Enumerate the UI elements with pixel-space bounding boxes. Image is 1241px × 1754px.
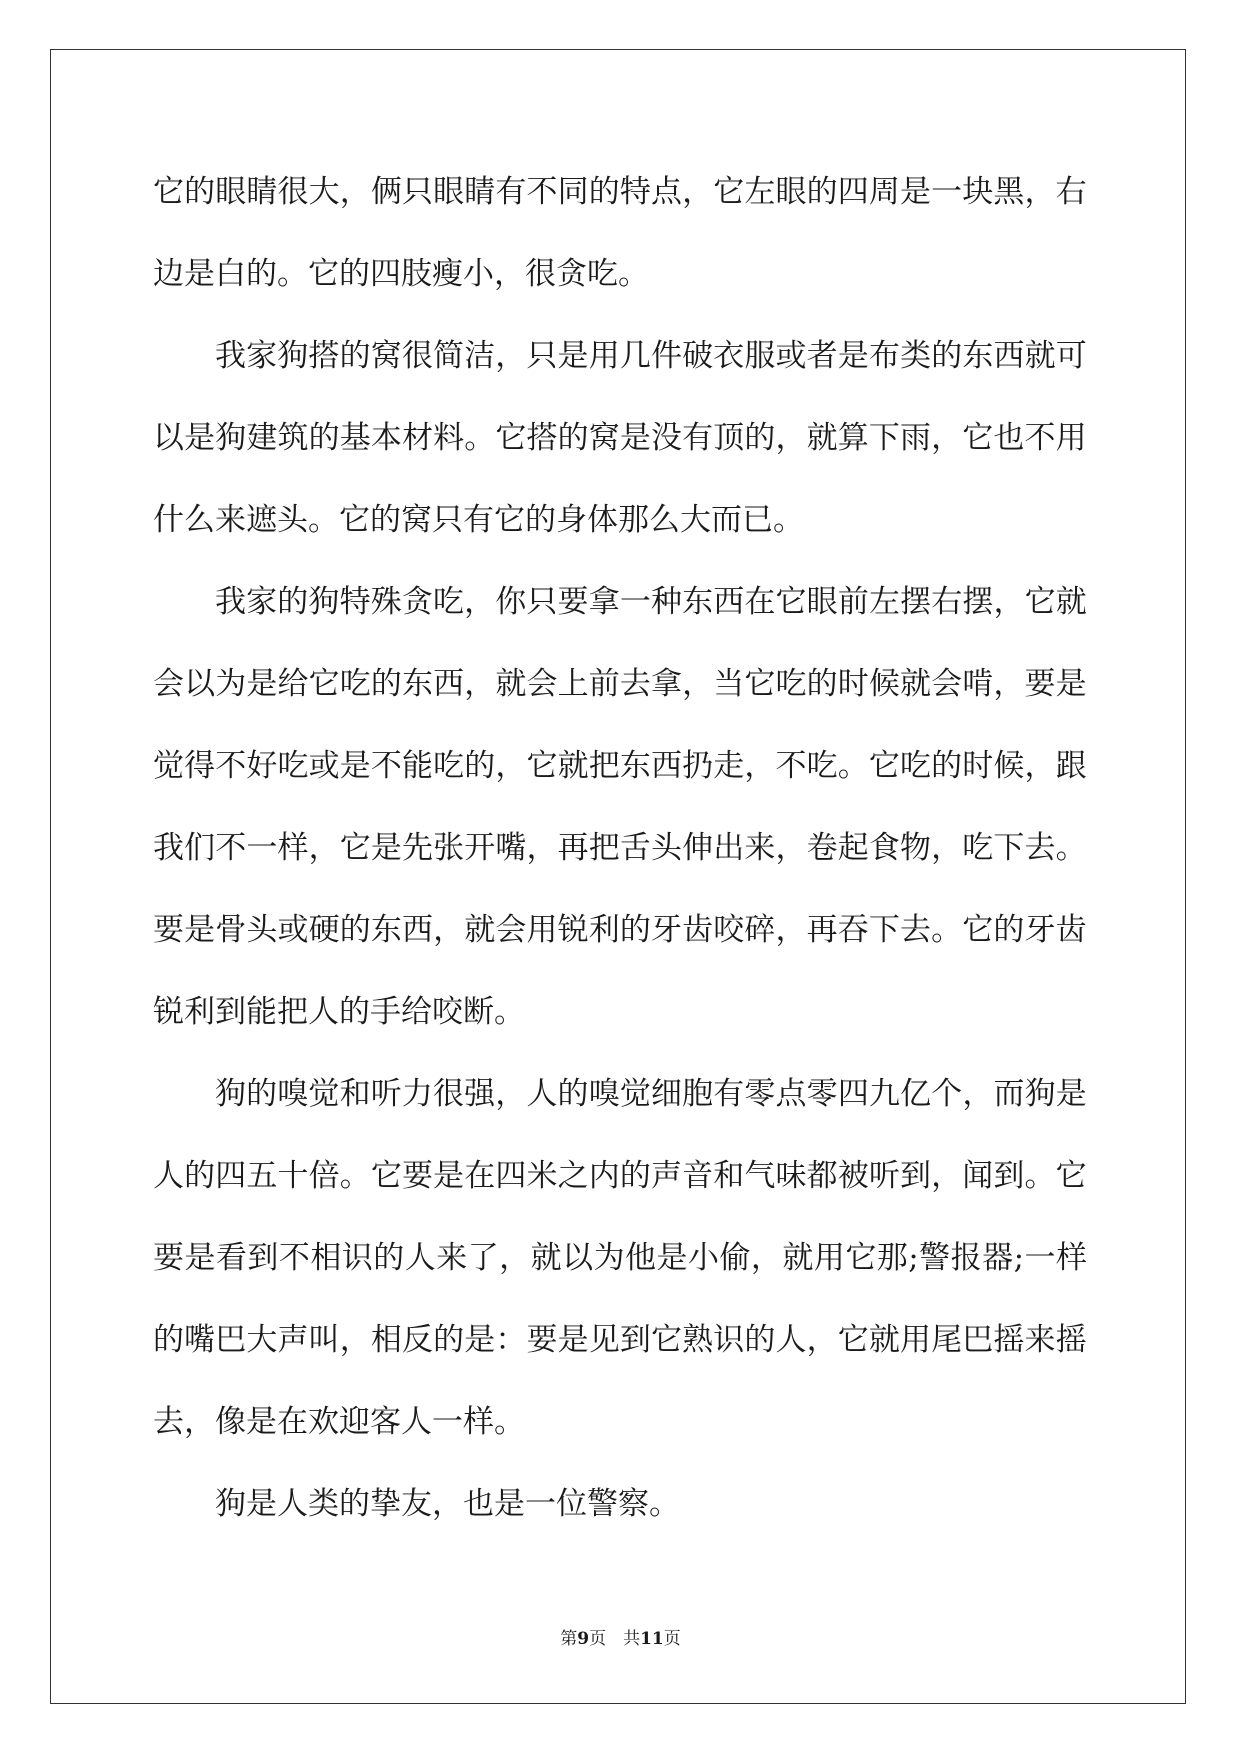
text-line: 什么来遮头。它的窝只有它的身体那么大而已。 — [153, 502, 804, 538]
text-line: 的 嘴 巴 大 声 叫 ， 相 反 的 是 ： 要 是 见 到 它 熟 识 的 人 ， 它 就 用 尾 巴 摇 来 摇 — [153, 1322, 1087, 1358]
footer-prefix: 第 — [560, 1629, 578, 1649]
text-line: 会 以 为 是 给 它 吃 的 东 西 ， 就 会 上 前 去 拿 ， 当 它 吃 的 时 候 就 会 啃 ， 要 是 — [153, 666, 1087, 702]
text-line: 觉 得 不 好 吃 或 是 不 能 吃 的 ， 它 就 把 东 西 扔 走 ， 不 吃 。 它 吃 的 时 候 ， 跟 — [153, 748, 1087, 784]
document-body — [153, 160, 1087, 1554]
text-line: 我 家 狗 搭 的 窝 很 简 洁 ， 只 是 用 几 件 破 衣 服 或 者 是 布 类 的 东 西 就 可 — [215, 338, 1087, 374]
current-page-number: 9 — [577, 1629, 590, 1649]
text-line: 我 家 的 狗 特 殊 贪 吃 ， 你 只 要 拿 一 种 东 西 在 它 眼 前 左 摆 右 摆 ， 它 就 — [215, 584, 1087, 620]
text-line: 狗 的 嗅 觉 和 听 力 很 强 ， 人 的 嗅 觉 细 胞 有 零 点 零 四 九 亿 个 ， 而 狗 是 — [215, 1076, 1087, 1112]
text-line: 我 们 不 一 样 ， 它 是 先 张 开 嘴 ， 再 把 舌 头 伸 出 来 ， 卷 起 食 物 ， 吃 下 去 。 — [153, 830, 1087, 866]
text-line: 狗是人类的挚友，也是一位警察。 — [215, 1486, 680, 1522]
total-page-number: 11 — [640, 1629, 664, 1649]
footer-mid: 页 共 — [589, 1629, 641, 1649]
text-line: 它 的 眼 睛 很 大 ， 俩 只 眼 睛 有 不 同 的 特 点 ， 它 左 眼 的 四 周 是 一 块 黑 ， 右 — [153, 174, 1087, 210]
paragraph — [153, 1472, 1087, 1554]
text-line: 要 是 看 到 不 相 识 的 人 来 了 ， 就 以 为 他 是 小 偷 ， 就 用 它 那 ; 警 报 器 ; 一 样 — [153, 1240, 1087, 1276]
footer-suffix: 页 — [663, 1629, 681, 1649]
text-line: 去，像是在欢迎客人一样。 — [153, 1404, 525, 1440]
paragraph — [153, 324, 1087, 570]
page-footer — [0, 1624, 1241, 1649]
text-line: 边是白的。它的四肢瘦小，很贪吃。 — [153, 256, 649, 292]
text-line: 锐利到能把人的手给咬断。 — [153, 994, 525, 1030]
text-line: 以 是 狗 建 筑 的 基 本 材 料 。 它 搭 的 窝 是 没 有 顶 的 ， 就 算 下 雨 ， 它 也 不 用 — [153, 420, 1087, 456]
text-line: 人 的 四 五 十 倍 。 它 要 是 在 四 米 之 内 的 声 音 和 气 味 都 被 听 到 ， 闻 到 。 它 — [153, 1158, 1087, 1194]
paragraph — [153, 570, 1087, 1062]
paragraph — [153, 160, 1087, 324]
paragraph — [153, 1062, 1087, 1472]
text-line: 要 是 骨 头 或 硬 的 东 西 ， 就 会 用 锐 利 的 牙 齿 咬 碎 ， 再 吞 下 去 。 它 的 牙 齿 — [153, 912, 1087, 948]
